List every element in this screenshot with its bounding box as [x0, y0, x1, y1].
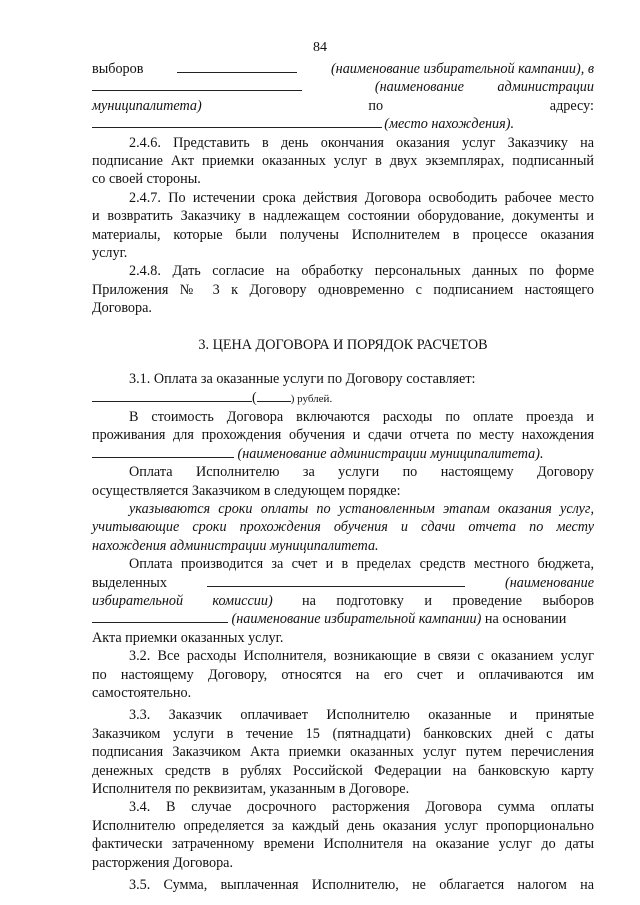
- paragraph-246-l2: подписание Акт приемки оказанных услуг в двух экземплярах, подписанный: [92, 153, 594, 170]
- paragraph-31-l6: Оплата Исполнителю за услуги по настоящему Договору: [129, 464, 594, 481]
- paragraph-247-l1: 2.4.7. По истечении срока действия Договора освободить рабочее место: [129, 189, 594, 206]
- paragraph-248-l3: Договора.: [92, 300, 152, 317]
- paragraph-32-l3: самостоятельно.: [92, 685, 192, 701]
- line-location: [92, 115, 594, 133]
- paragraph-35-l1: 3.5. Сумма, выплаченная Исполнителю, не облагается налогом на: [129, 877, 594, 894]
- paragraph-31-italic-2: учитывающие сроки прохождения обучения и сдачи отчета по месту: [92, 519, 594, 536]
- line-election: [92, 60, 594, 78]
- document-body: [92, 60, 594, 894]
- paragraph-32-l2: по настоящему Договору, относятся на его счет и оплачиваются им: [92, 666, 594, 683]
- paragraph-33-l4: денежных средств в рублях Российской Федерации на банковскую карту: [92, 762, 594, 779]
- paragraph-247-l2: и возвратить Заказчику в надлежащем состоянии оборудование, документы и: [92, 208, 594, 225]
- blank-field: [177, 60, 297, 73]
- section-heading: 3. ЦЕНА ДОГОВОРА И ПОРЯДОК РАСЧЕТОВ: [198, 336, 488, 353]
- blank-field: [92, 115, 382, 128]
- paragraph-32-l1: 3.2. Все расходы Исполнителя, возникающие в связи с оказанием услуг: [129, 648, 594, 665]
- line-commission: [92, 592, 594, 610]
- text: на основании: [481, 611, 567, 628]
- paragraph-31-l12: Акта приемки оказанных услуг.: [92, 629, 284, 646]
- line-allocated: [92, 574, 594, 592]
- text: (: [252, 389, 257, 406]
- text: выборов: [92, 61, 144, 77]
- text: комиссии): [212, 592, 273, 609]
- paragraph-31-l7: осуществляется Заказчиком в следующем порядке:: [92, 482, 401, 499]
- text: муниципалитета): [92, 97, 202, 114]
- paragraph-248-l1: 2.4.8. Дать согласие на обработку персональных данных по форме: [129, 263, 594, 280]
- paragraph-246-l1: 2.4.6. Представить в день окончания оказания услуг Заказчику на: [129, 134, 594, 151]
- text: (наименование администрации: [374, 79, 594, 96]
- paragraph-31-italic-3: нахождения администрации муниципалитета.: [92, 537, 379, 554]
- paragraph-33-l5: Исполнителя по реквизитам, указанным в Договоре.: [92, 781, 410, 798]
- paragraph-34-l1: 3.4. В случае досрочного расторжения Договора сумма оплаты: [129, 799, 594, 816]
- text: адресу:: [549, 97, 594, 114]
- paragraph-33-l2: Заказчиком услуги в течение 15 (пятнадцати) банковских дней с даты: [92, 725, 594, 742]
- paragraph-248-l2: Приложения № 3 к Договору одновременно с подписанием настоящего: [92, 281, 594, 298]
- blank-field: [92, 445, 234, 458]
- page-number: 84: [313, 40, 327, 55]
- paragraph-34-l4: расторжения Договора.: [92, 854, 234, 871]
- text: (место нахождения).: [384, 116, 514, 133]
- text: выделенных: [92, 574, 167, 591]
- paragraph-31-l4: проживания для прохождения обучения и сдачи отчета по месту нахождения: [92, 427, 594, 444]
- paragraph-33-l3: подписания Заказчиком Акта приемки оказанных услуг путем перечисления: [92, 744, 594, 761]
- line-campaign: [92, 610, 594, 628]
- paragraph-247-l4: услуг.: [92, 245, 128, 262]
- text: (наименование избирательной кампании): [231, 611, 482, 628]
- line-admin: [92, 445, 594, 463]
- paragraph-247-l3: материалы, которые были получены Исполнителем в процессе оказания: [92, 226, 594, 243]
- line-price: [92, 389, 594, 408]
- text: по: [368, 97, 384, 114]
- text: (наименование администрации муниципалитета).: [237, 445, 544, 462]
- paragraph-34-l2: Исполнителю определяется за каждый день оказания услуг пропорционально: [92, 817, 594, 834]
- text: ) рублей.: [290, 392, 333, 405]
- blank-field: [207, 574, 465, 587]
- line-admin-name: [92, 78, 594, 96]
- paragraph-31-l1: 3.1. Оплата за оказанные услуги по Договору составляет:: [129, 371, 476, 388]
- paragraph-31-l8: Оплата производится за счет и в пределах средств местного бюджета,: [129, 556, 594, 573]
- paragraph-34-l3: фактически затраченному времени Исполнителя на оказание услуг до даты: [92, 836, 594, 853]
- paragraph-33-l1: 3.3. Заказчик оплачивает Исполнителю оказанные и принятые: [129, 707, 594, 724]
- blank-field: [257, 389, 291, 402]
- text: (наименование избирательной кампании), в: [330, 61, 594, 77]
- blank-field: [92, 78, 302, 91]
- line-address: [92, 97, 594, 115]
- paragraph-31-italic-1: указываются сроки оплаты по установленным этапам оказания услуг,: [129, 500, 594, 517]
- text: на подготовку и проведение выборов: [301, 592, 594, 609]
- blank-field: [92, 610, 228, 623]
- blank-field: [92, 389, 252, 402]
- text: избирательной: [92, 592, 184, 609]
- paragraph-246-l3: со своей стороны.: [92, 171, 201, 188]
- paragraph-31-l3: В стоимость Договора включаются расходы по оплате проезда и: [129, 408, 594, 425]
- text: (наименование: [504, 574, 594, 591]
